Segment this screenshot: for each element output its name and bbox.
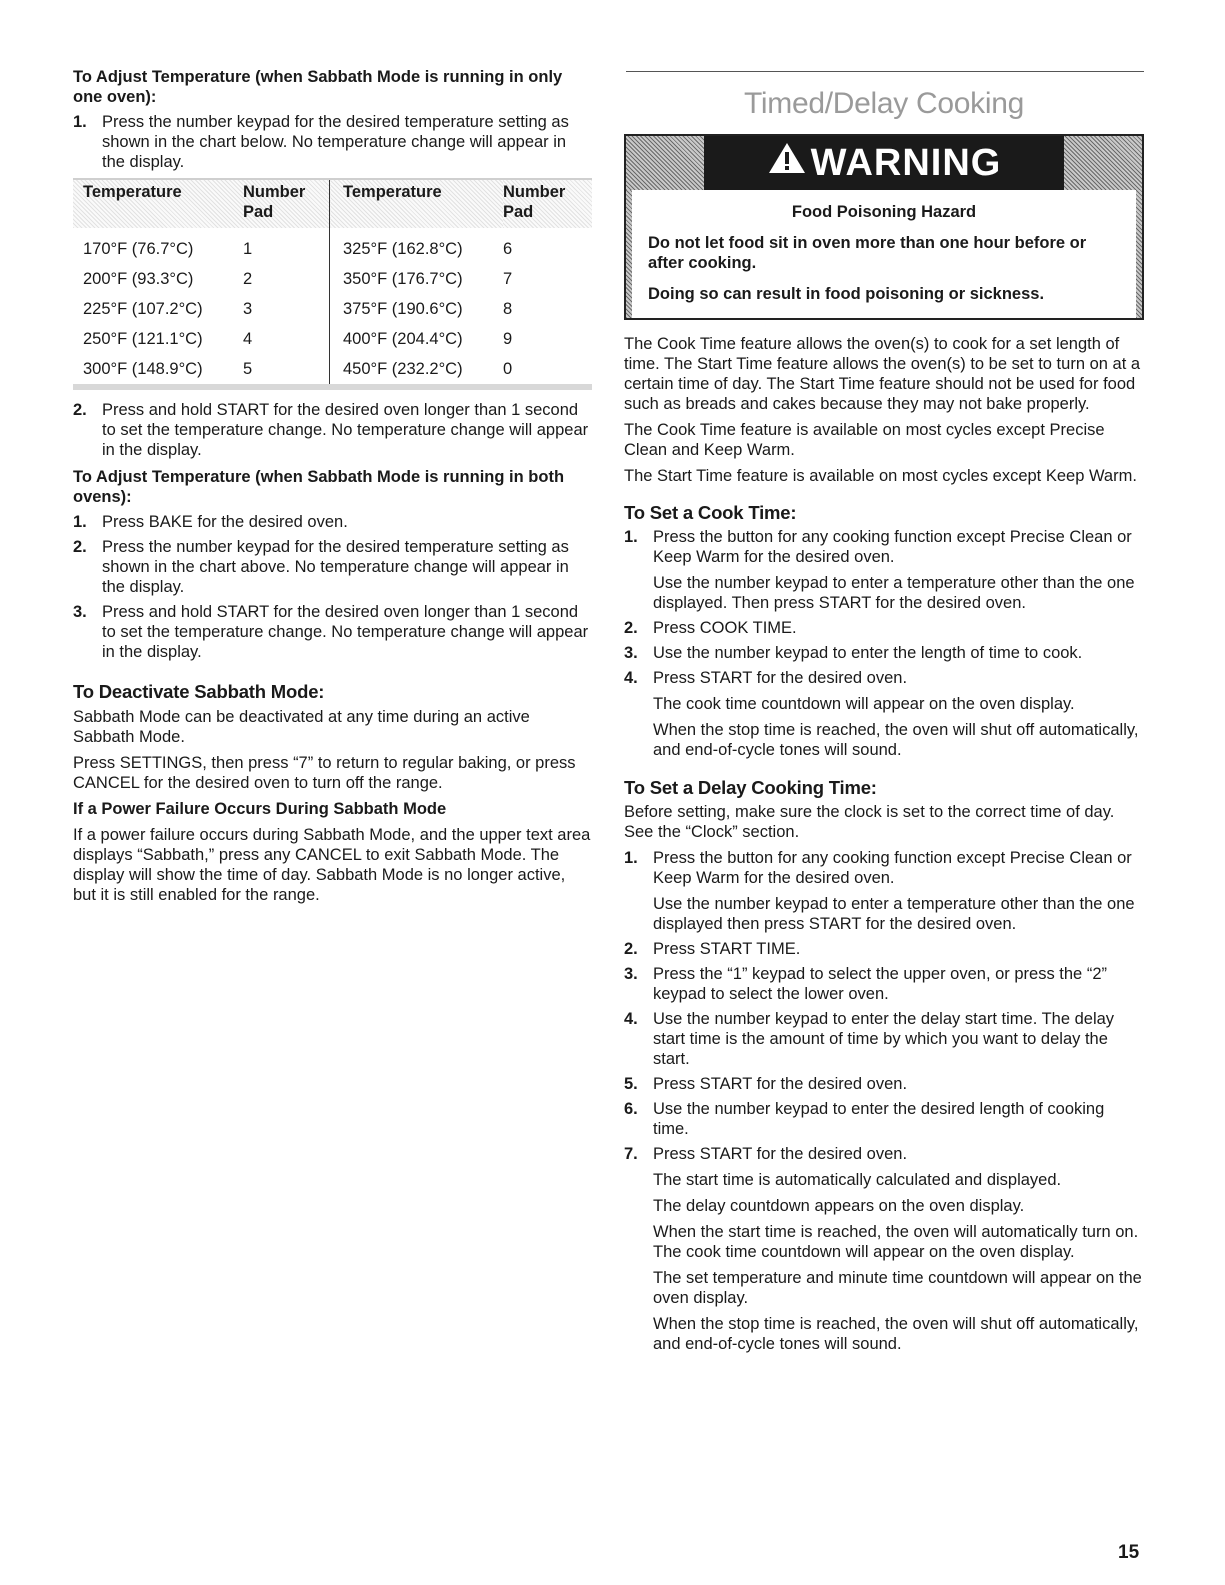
step-text: Press the “1” keypad to select the upper oven, or press the “2” keypad to select the lower oven. <box>653 965 1107 1003</box>
warning-hazard-title: Food Poisoning Hazard <box>791 203 977 221</box>
step-text: Press BAKE for the desired oven. <box>102 513 348 531</box>
adjust-one-oven-heading: To Adjust Temperature (when Sabbath Mode is running in only one oven): <box>73 68 563 106</box>
step-text: Press COOK TIME. <box>653 619 797 637</box>
step-number: 5. <box>624 1075 638 1093</box>
step-number: 1. <box>73 513 87 531</box>
list-item <box>624 527 1144 613</box>
table-cell: 1 <box>243 240 253 258</box>
table-cell: 350°F (176.7°C) <box>330 264 504 294</box>
step-text: Press the number keypad for the desired temperature setting as shown in the chart above. No temperature change will appear in the display. <box>102 538 569 596</box>
step-number: 2. <box>624 940 638 958</box>
step-number: 1. <box>624 528 638 546</box>
table-cell: 7 <box>503 270 513 288</box>
step-note: The cook time countdown will appear on the oven display. <box>653 695 1075 713</box>
step-text: Press the button for any cooking function except Precise Clean or Keep Warm for the desired oven. <box>653 849 1132 887</box>
page-title: Timed/Delay Cooking <box>744 87 1024 120</box>
table-cell: 0 <box>503 360 513 378</box>
step-note: The delay countdown appears on the oven display. <box>653 1197 1025 1215</box>
table-row <box>73 228 592 264</box>
table-cell: 375°F (190.6°C) <box>330 294 504 324</box>
step-text: Press START for the desired oven. <box>653 669 908 687</box>
table-cell: 300°F (148.9°C) <box>83 360 203 378</box>
list-item <box>624 668 1144 760</box>
step-number: 7. <box>624 1145 638 1163</box>
right-column <box>624 0 1144 1354</box>
page-number: 15 <box>1118 1542 1140 1563</box>
table-header-number-pad-1: Number Pad <box>243 179 330 228</box>
step-text: Use the number keypad to enter the length of time to cook. <box>653 644 1083 662</box>
step-number: 1. <box>73 113 87 131</box>
delay-cooking-steps <box>624 848 1144 1354</box>
step-number: 2. <box>73 401 87 419</box>
warning-content <box>626 190 1142 318</box>
table-cell: 5 <box>243 360 253 378</box>
step-number: 2. <box>73 538 87 556</box>
deactivate-sabbath-heading: To Deactivate Sabbath Mode: <box>73 681 325 702</box>
adjust-one-steps-part2 <box>73 400 592 460</box>
warning-box <box>624 134 1144 320</box>
table-cell: 3 <box>243 300 253 318</box>
table-cell: 225°F (107.2°C) <box>83 300 203 318</box>
list-item <box>624 964 1144 1004</box>
warning-triangle-icon <box>767 141 807 185</box>
table-cell: 170°F (76.7°C) <box>83 240 194 258</box>
step-number: 4. <box>624 1010 638 1028</box>
table-cell: 9 <box>503 330 513 348</box>
table-cell: 325°F (162.8°C) <box>330 228 504 264</box>
list-item <box>624 1144 1144 1354</box>
step-number: 1. <box>624 849 638 867</box>
table-row <box>73 354 592 387</box>
list-item <box>73 400 592 460</box>
list-item <box>624 618 1144 638</box>
table-cell: 400°F (204.4°C) <box>330 324 504 354</box>
intro-paragraph-1: The Cook Time feature allows the oven(s) to cook for a set length of time. The Start Time feature allows the oven(s) to be set to turn on at a certain time of day. The Start Time feature should not be used for food such as breads and cakes because they may not bake properly. <box>624 335 1141 413</box>
step-number: 3. <box>73 603 87 621</box>
list-item <box>624 643 1144 663</box>
intro-paragraph-2: The Cook Time feature is available on most cycles except Precise Clean and Keep Warm. <box>624 421 1105 459</box>
step-note: The start time is automatically calculated and displayed. <box>653 1171 1062 1189</box>
adjust-one-steps-part1 <box>73 112 592 172</box>
adjust-both-ovens-heading: To Adjust Temperature (when Sabbath Mode is running in both ovens): <box>73 468 565 506</box>
section-divider <box>626 71 1144 72</box>
table-cell: 4 <box>243 330 253 348</box>
step-note: Use the number keypad to enter a temperature other than the one displayed. Then press START for the desired oven. <box>653 574 1135 612</box>
left-column <box>73 0 592 905</box>
warning-line-2: Doing so can result in food poisoning or sickness. <box>648 285 1045 303</box>
step-text: Press the button for any cooking function except Precise Clean or Keep Warm for the desired oven. <box>653 528 1132 566</box>
list-item <box>624 1009 1144 1069</box>
list-item <box>73 602 592 662</box>
step-number: 3. <box>624 965 638 983</box>
step-number: 3. <box>624 644 638 662</box>
delay-cooking-heading: To Set a Delay Cooking Time: <box>624 777 877 798</box>
step-text: Press and hold START for the desired oven longer than 1 second to set the temperature change. No temperature change will appear in the display. <box>102 603 589 661</box>
deactivate-paragraph-2: Press SETTINGS, then press “7” to return to regular baking, or press CANCEL for the desired oven to turn off the range. <box>73 754 576 792</box>
list-item <box>624 1074 1144 1094</box>
list-item <box>73 537 592 597</box>
table-cell: 250°F (121.1°C) <box>83 330 203 348</box>
list-item <box>73 512 592 532</box>
step-number: 4. <box>624 669 638 687</box>
step-note: The set temperature and minute time countdown will appear on the oven display. <box>653 1269 1142 1307</box>
step-text: Press and hold START for the desired oven longer than 1 second to set the temperature change. No temperature change will appear in the display. <box>102 401 589 459</box>
table-cell: 450°F (232.2°C) <box>330 354 504 387</box>
cook-time-steps <box>624 527 1144 760</box>
step-text: Press START for the desired oven. <box>653 1145 908 1163</box>
table-row <box>73 294 592 324</box>
table-cell: 6 <box>503 240 513 258</box>
delay-intro-paragraph: Before setting, make sure the clock is set to the correct time of day. See the “Clock” section. <box>624 803 1115 841</box>
list-item <box>73 112 592 172</box>
step-number: 6. <box>624 1100 638 1118</box>
step-note: When the stop time is reached, the oven will shut off automatically, and end-of-cycle tones will sound. <box>653 1315 1139 1353</box>
list-item <box>624 848 1144 934</box>
warning-label <box>704 136 1064 190</box>
list-item <box>624 1099 1144 1139</box>
table-header-temperature-2: Temperature <box>330 179 504 228</box>
deactivate-paragraph-1: Sabbath Mode can be deactivated at any time during an active Sabbath Mode. <box>73 708 530 746</box>
table-cell: 2 <box>243 270 253 288</box>
table-cell: 200°F (93.3°C) <box>83 270 194 288</box>
table-header-number-pad-2: Number Pad <box>503 179 592 228</box>
power-failure-heading: If a Power Failure Occurs During Sabbath Mode <box>73 800 447 818</box>
table-header-temperature-1: Temperature <box>73 179 243 228</box>
step-note: When the start time is reached, the oven will automatically turn on. The cook time countdown will appear on the oven display. <box>653 1223 1139 1261</box>
list-item <box>624 939 1144 959</box>
table-row <box>73 264 592 294</box>
warning-banner <box>626 136 1142 190</box>
cook-time-heading: To Set a Cook Time: <box>624 502 797 523</box>
table-cell: 8 <box>503 300 513 318</box>
step-text: Use the number keypad to enter the desired length of cooking time. <box>653 1100 1105 1138</box>
step-text: Press the number keypad for the desired temperature setting as shown in the chart below. No temperature change will appear in the display. <box>102 113 569 171</box>
intro-paragraph-3: The Start Time feature is available on most cycles except Keep Warm. <box>624 467 1137 485</box>
adjust-both-steps <box>73 512 592 662</box>
step-text: Press START TIME. <box>653 940 801 958</box>
warning-line-1: Do not let food sit in oven more than one hour before or after cooking. <box>648 234 1087 272</box>
power-failure-paragraph: If a power failure occurs during Sabbath Mode, and the upper text area displays “Sabbath,” press any CANCEL to exit Sabbath Mode. The display will show the time of day. Sabbath Mode is no longer active, but it is still enabled for the range. <box>73 826 591 904</box>
temperature-table <box>73 178 592 390</box>
table-row <box>73 324 592 354</box>
step-text: Press START for the desired oven. <box>653 1075 908 1093</box>
step-note: Use the number keypad to enter a temperature other than the one displayed then press START for the desired oven. <box>653 895 1135 933</box>
warning-banner-text: WARNING <box>810 141 1002 184</box>
step-number: 2. <box>624 619 638 637</box>
step-note: When the stop time is reached, the oven will shut off automatically, and end-of-cycle tones will sound. <box>653 721 1139 759</box>
step-text: Use the number keypad to enter the delay start time. The delay start time is the amount of time by which you want to delay the start. <box>653 1010 1115 1068</box>
table-header-row <box>73 179 592 228</box>
